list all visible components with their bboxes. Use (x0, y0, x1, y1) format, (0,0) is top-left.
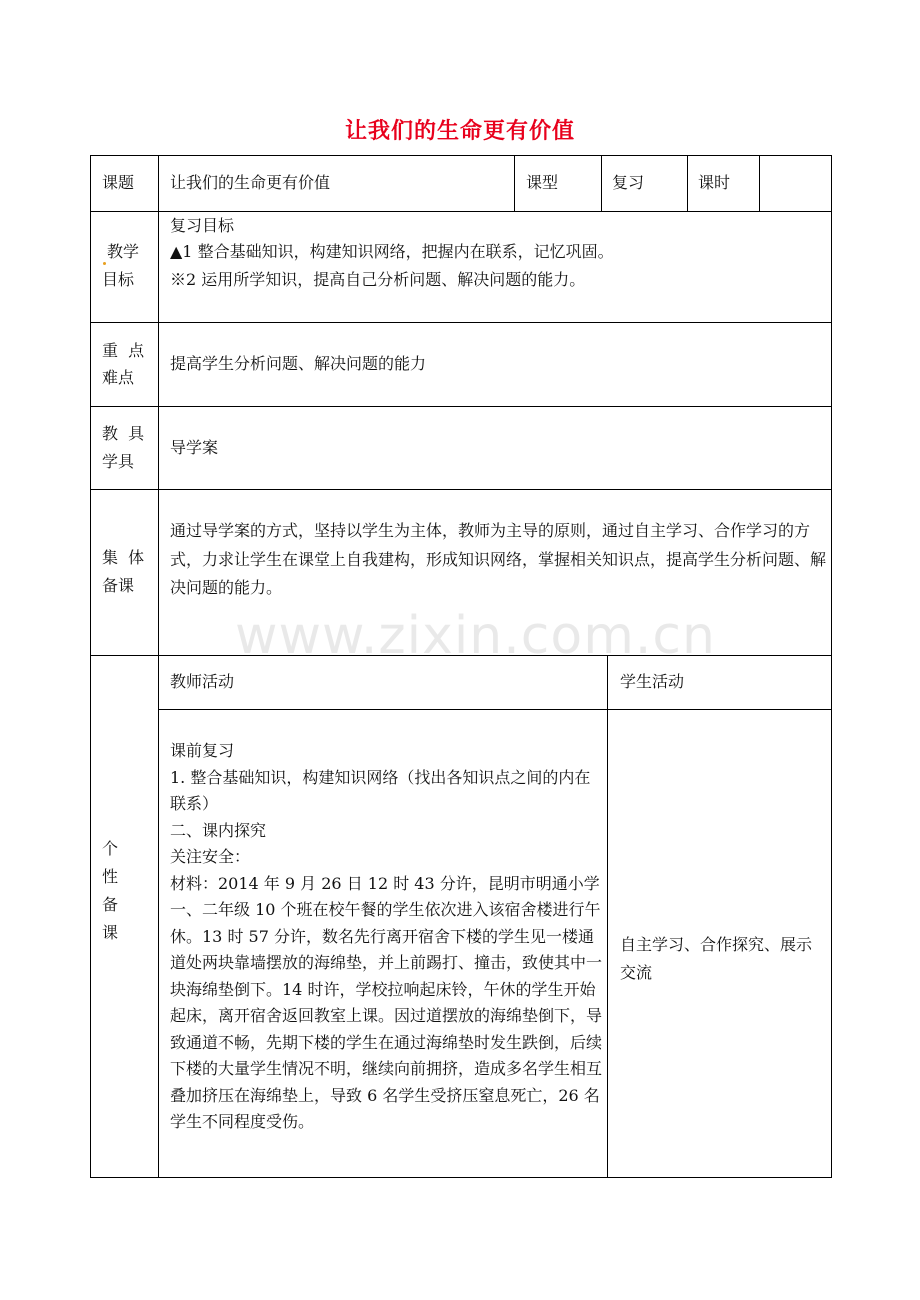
individual-prep-label-char: 个 (102, 839, 119, 858)
period-label: 课时 (698, 173, 731, 192)
watermark: www.zixin.com.cn (235, 606, 716, 666)
document-title: 让我们的生命更有价值 (344, 119, 575, 144)
case-material: 材料：2014 年 9 月 26 日 12 时 43 分许，昆明市明通小学一、二年级 10 个班在校午餐的学生依次进入该宿舍楼进行午休。13 时 57 分许，数名先行离开宿舍下楼的学生见一楼通道处两块靠墙摆放的海绵垫，并上前踢打、撞击，致使其中一块海绵垫倒下。14 时许，学校拉响起床铃，午休的学生开始起床，离开宿舍返回教室上课。因过道摆放的海绵垫倒下，导致通道不畅，先期下楼的学生在通过海绵垫时发生跌倒，后续下楼的大量学生情况不明，继续向前拥挤，造成多名学生相互叠加挤压在海绵垫上，导致 6 名学生受挤压窒息死亡，26 名学生不同程度受伤。 (170, 873, 603, 1131)
individual-prep-label-char: 性 (102, 867, 119, 886)
objective-item-2: ※2 运用所学知识，提高自己分析问题、解决问题的能力。 (170, 270, 586, 289)
objectives-heading: 复习目标 (170, 216, 235, 235)
individual-prep-label (102, 835, 122, 947)
key-points-label-2: 难点 (102, 368, 135, 387)
individual-prep-label-char: 备 (102, 895, 119, 914)
key-points-value: 提高学生分析问题、解决问题的能力 (170, 354, 427, 373)
objectives-label-2: 目标 (102, 270, 135, 289)
objective-item-1: ▲1 整合基础知识，构建知识网络，把握内在联系，记忆巩固。 (170, 242, 614, 261)
collective-prep-label-2: 备课 (102, 576, 135, 595)
review-item: 1. 整合基础知识，构建知识网络（找出各知识点之间的内在联系） (170, 767, 591, 813)
teaching-aids-label-2: 学具 (102, 452, 135, 471)
mark-dot (103, 262, 106, 265)
teacher-activity-content (170, 738, 602, 1136)
student-activity-content: 自主学习、合作探究、展示交流 (620, 935, 813, 982)
topic-label: 课题 (102, 173, 135, 192)
student-activity-header: 学生活动 (620, 672, 685, 691)
collective-prep-label-1: 集 体 (102, 548, 145, 567)
collective-prep-text: 通过导学案的方式，坚持以学生为主体，教师为主导的原则，通过自主学习、合作学习的方式，力求让学生在课堂上自我建构，形成知识网络，掌握相关知识点，提高学生分析问题、解决问题的能力。 (170, 521, 827, 597)
teacher-activity-header: 教师活动 (170, 672, 235, 691)
type-value: 复习 (612, 173, 645, 192)
teaching-aids-value: 导学案 (170, 438, 219, 457)
type-label: 课型 (526, 173, 559, 192)
topic-heading: 关注安全： (170, 847, 251, 866)
section-heading: 二、课内探究 (170, 820, 267, 840)
section-heading: 课前复习 (170, 741, 235, 760)
teaching-aids-label-1: 教 具 (102, 424, 145, 443)
key-points-label-1: 重 点 (102, 341, 145, 360)
objectives-label-1: 教学 (102, 239, 139, 265)
topic-value: 让我们的生命更有价值 (170, 173, 331, 192)
individual-prep-label-char: 课 (102, 923, 119, 942)
lesson-plan-table (90, 155, 832, 1178)
